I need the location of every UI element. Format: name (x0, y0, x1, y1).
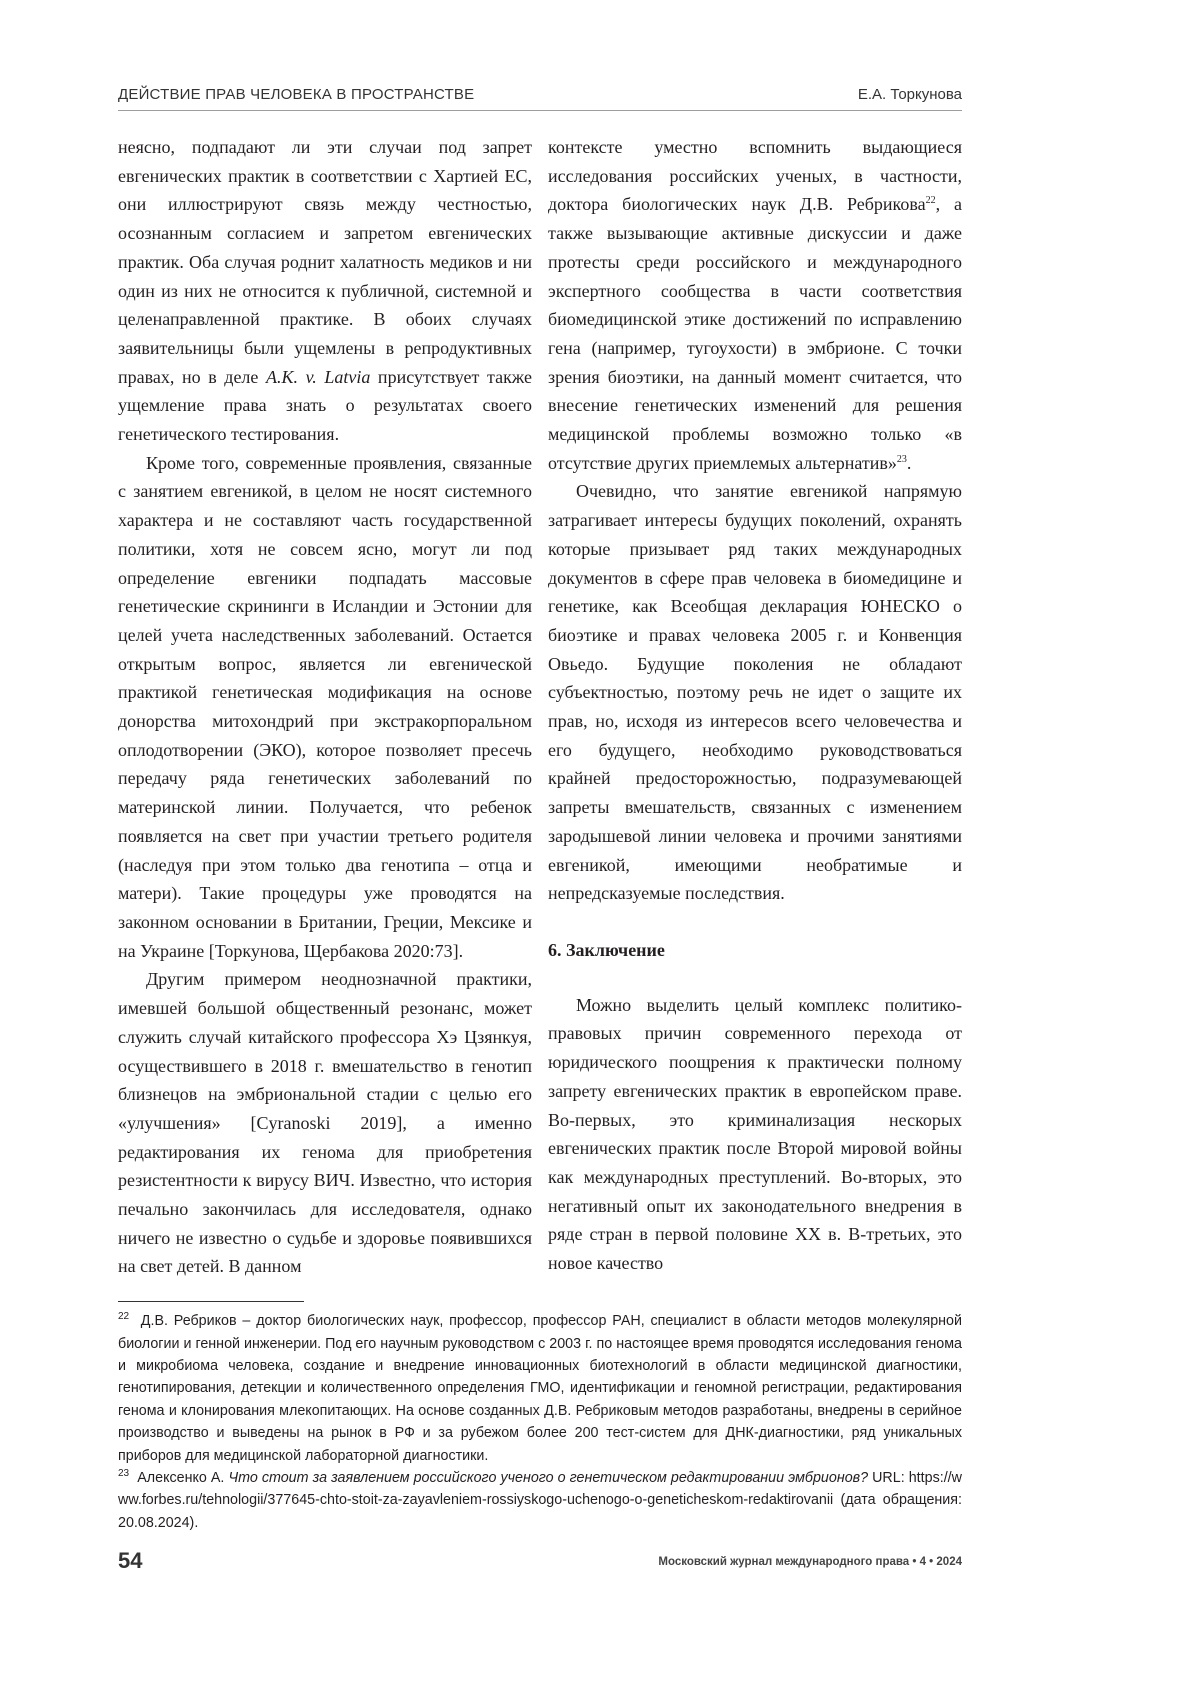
paragraph: Очевидно, что занятие евгеникой напрямую затрагивает интересы будущих поколений, охранять которые призывает ряд таких международных документов в сфере прав человека в биомедицине и генетике, как Всеобщая декларация ЮНЕСКО о биоэтике и правах человека 2005 г. и Конвенция Овьедо. Будущие поколения не обладают субъектностью, поэтому речь не идет о защите их прав, но, исходя из интересов всего человечества и его будущего, необходимо руководствоваться крайней предосторожностью, подразумевающей запреты вмешательств, связанных с изменением зародышевой линии человека и прочими занятиями евгеникой, имеющими необратимые и непредсказуемые последствия. (548, 477, 962, 908)
footnote-22 (118, 1310, 962, 1467)
author-name: Е.А. Торкунова (858, 86, 962, 103)
footnote-ref[interactable]: 23 (897, 454, 907, 465)
access-date: (дата обращения: 20.08.2024). (118, 1492, 962, 1530)
page-number: 54 (118, 1548, 142, 1574)
footnote-ref[interactable]: 22 (926, 195, 936, 206)
text-columns (118, 133, 962, 1281)
footnote-23 (118, 1467, 962, 1534)
section-title: ДЕЙСТВИЕ ПРАВ ЧЕЛОВЕКА В ПРОСТРАНСТВЕ (118, 86, 474, 103)
page-footer (118, 1548, 962, 1582)
text: . (907, 453, 912, 473)
paragraph: Можно выделить целый комплекс политико-правовых причин современного перехода от юридического поощрения к практически полному запрету евгенических практик в европейском праве. Во-первых, это криминализация нескорых евгенических практик после Второй мировой войны как международных преступлений. Во-вторых, это негативный опыт их законодательного внедрения в ряде стран в первой половине XX в. В-третьих, это новое качество (548, 991, 962, 1278)
footnote-text: Д.В. Ребриков – доктор биологических наук, профессор, профессор РАН, специалист в области методов молекулярной биологии и генной инженерии. Под его научным руководством с 2003 г. по настоящее время проводятся исследования генома и микробиома человека, создание и внедрение инновационных биотехнологий в области медицинской диагностики, генотипирования, детекции и количественного определения ГМО, идентификации и геномной регистрации, редактирования генома и клонирования млекопитающих. На основе созданных Д.В. Ребриковым методов разработаны, внедрены в серийное производство и выведены на рынок в РФ и за рубежом более 200 тест-систем для ДНК-диагностики, ряд уникальных приборов для медицинской лабораторной диагностики. (118, 1313, 962, 1463)
text: неясно, подпадают ли эти случаи под запрет евгенических практик в соответствии с Хартией ЕС, они иллюстрируют связь между честностью, осознанным согласием и запретом евгенических практик. Оба случая роднит халатность медиков и ни один из них не относится к публичной, системной и целенаправленной практике. В обоих случаях заявительницы были ущемлены в репродуктивных правах, но в деле (118, 137, 532, 387)
footnote-url[interactable]: https://www.forbes.ru/tehnologii/377645-chto-stoit-za-zayavleniem-rossiyskogo-uchenogo-o-geneticheskom-redaktirovanii (118, 1470, 962, 1508)
text: присутствует также ущемление права знать о результатах своего генетического тестирования. (118, 367, 532, 444)
paragraph: Другим примером неоднозначной практики, имевшей большой общественный резонанс, может служить случай китайского профессора Хэ Цзянкуя, осуществившего в 2018 г. вмешательство в генотип близнецов на эмбриональной стадии с целью его «улучшения» [Cyranoski 2019], а именно редактирования их генома для приобретения резистентности к вирусу ВИЧ. Известно, что история печально закончилась для исследователя, однако ничего не известно о судьбе и здоровье появившихся на свет детей. В данном (118, 965, 532, 1281)
text: контексте уместно вспомнить выдающиеся исследования российских ученых, в частности, доктора биологических наук Д.В. Ребрикова (548, 137, 962, 214)
paragraph (548, 133, 962, 477)
right-column (548, 133, 962, 1278)
footnote-divider (118, 1301, 304, 1302)
footnote-number: 22 (118, 1311, 129, 1322)
footnote-author: Алексенко А. (137, 1470, 228, 1486)
case-name: A.K. v. Latvia (266, 367, 370, 387)
page (0, 0, 1200, 1622)
footnote-number: 23 (118, 1468, 129, 1479)
journal-name: Московский журнал международного права • 4 • 2024 (658, 1556, 962, 1568)
text: , а также вызывающие активные дискуссии и даже протесты среди российского и международного экспертного сообщества в части соответствия биомедицинской этике достижений по исправлению гена (например, тугоухости) в эмбрионе. С точки зрения биоэтики, на данный момент считается, что внесение генетических изменений для решения медицинской проблемы возможно только «в отсутствие других приемлемых альтернатив» (548, 194, 962, 472)
paragraph: Кроме того, современные проявления, связанные с занятием евгеникой, в целом не носят системного характера и не составляют часть государственной политики, хотя не совсем ясно, могут ли под определение евгеники подпадать массовые генетические скрининги в Исландии и Эстонии для целей учета наследственных заболеваний. Остается открытым вопрос, является ли евгенической практикой генетическая модификация на основе донорства митохондрий при экстракорпоральном оплодотворении (ЭКО), которое позволяет пресечь передачу ряда генетических заболеваний по материнской линии. Получается, что ребенок появляется на свет при участии третьего родителя (наследуя при этом только два генотипа – отца и матери). Такие процедуры уже проводятся на законном основании в Британии, Греции, Мексике и на Украине [Торкунова, Щербакова 2020:73]. (118, 449, 532, 966)
left-column (118, 133, 532, 1281)
footnote-title: Что стоит за заявлением российского ученого о генетическом редактировании эмбрионов? (228, 1470, 868, 1486)
running-header (118, 82, 962, 111)
url-label: URL: (868, 1470, 909, 1486)
footnotes (118, 1310, 962, 1534)
paragraph (118, 133, 532, 449)
section-heading: 6. Заключение (548, 936, 962, 965)
